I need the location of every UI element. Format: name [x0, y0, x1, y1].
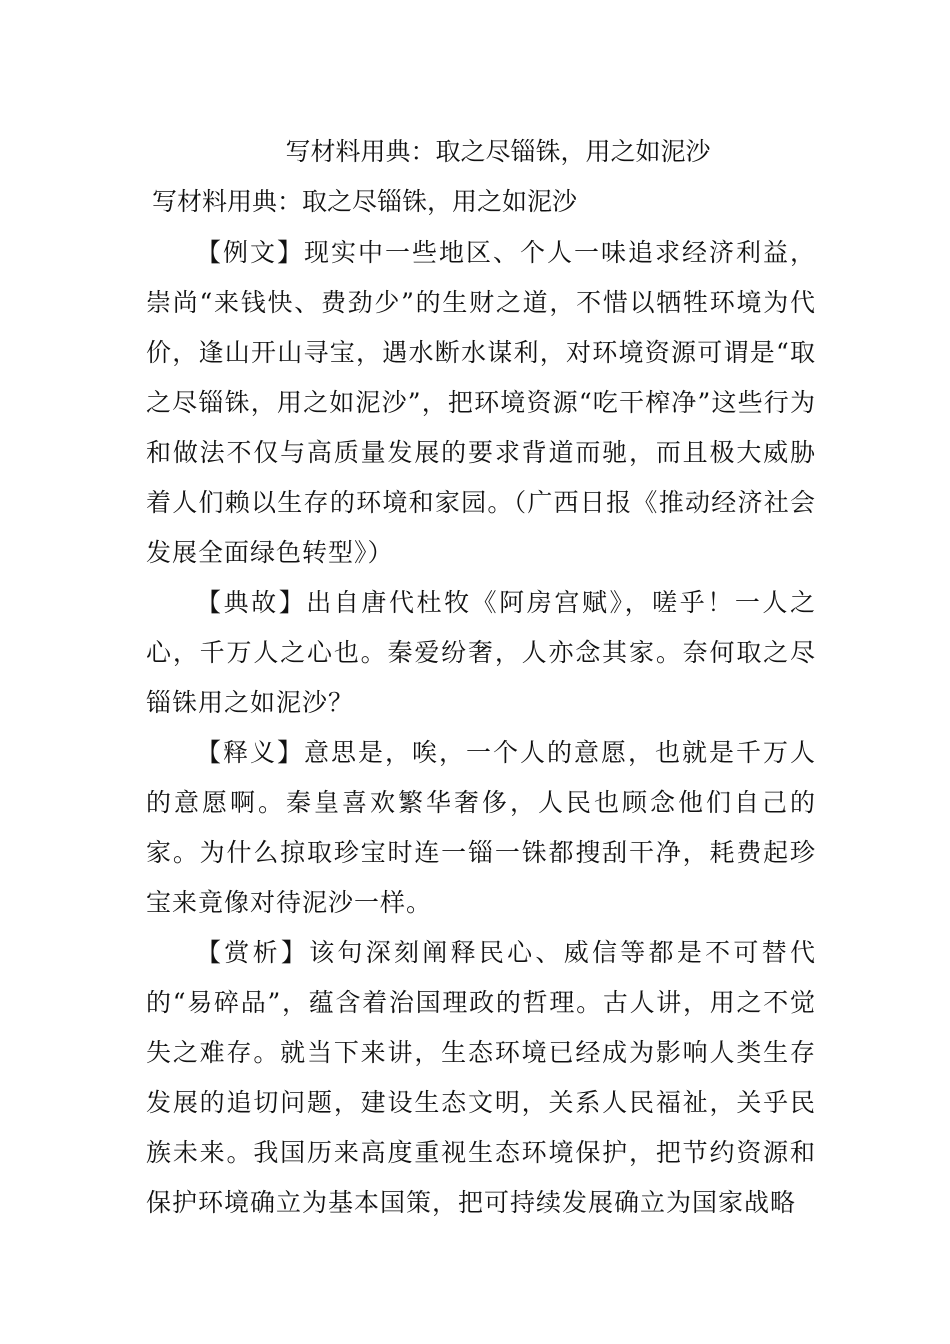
document-body [146, 228, 816, 1228]
document-title: 写材料用典：取之尽锱铢，用之如泥沙 [285, 137, 711, 166]
paragraph-interpretation: 【释义】意思是，唉，一个人的意愿，也就是千万人的意愿啊。秦皇喜欢繁华奢侈，人民也顾念他们自己的家。为什么掠取珍宝时连一锱一铢都搜刮干净，耗费起珍宝来竟像对待泥沙一样。 [146, 738, 816, 917]
paragraph-allusion: 【典故】出自唐代杜牧《阿房宫赋》，嗟乎！一人之心，千万人之心也。秦爱纷奢，人亦念其家。奈何取之尽锱铢用之如泥沙？ [146, 588, 816, 717]
document-subtitle: 写材料用典：取之尽锱铢，用之如泥沙 [152, 187, 578, 216]
paragraph-appreciation: 【赏析】该句深刻阐释民心、威信等都是不可替代的“易碎品”，蕴含着治国理政的哲理。古人讲，用之不觉失之难存。就当下来讲，生态环境已经成为影响人类生存发展的追切问题，建设生态文明，关系人民福祉，关乎民族未来。我国历来高度重视生态环境保护，把节约资源和保护环境确立为基本国策，把可持续发展确立为国家战略 [146, 938, 816, 1217]
paragraph-example: 【例文】现实中一些地区、个人一味追求经济利益，崇尚“来钱快、费劲少”的生财之道，不惜以牺牲环境为代价，逢山开山寻宝，遇水断水谋利，对环境资源可谓是“取之尽锱铢，用之如泥沙”，把环境资源“吃干榨净”这些行为和做法不仅与高质量发展的要求背道而驰，而且极大威胁着人们赖以生存的环境和家园。（广西日报《推动经济社会发展全面绿色转型》） [146, 238, 816, 567]
